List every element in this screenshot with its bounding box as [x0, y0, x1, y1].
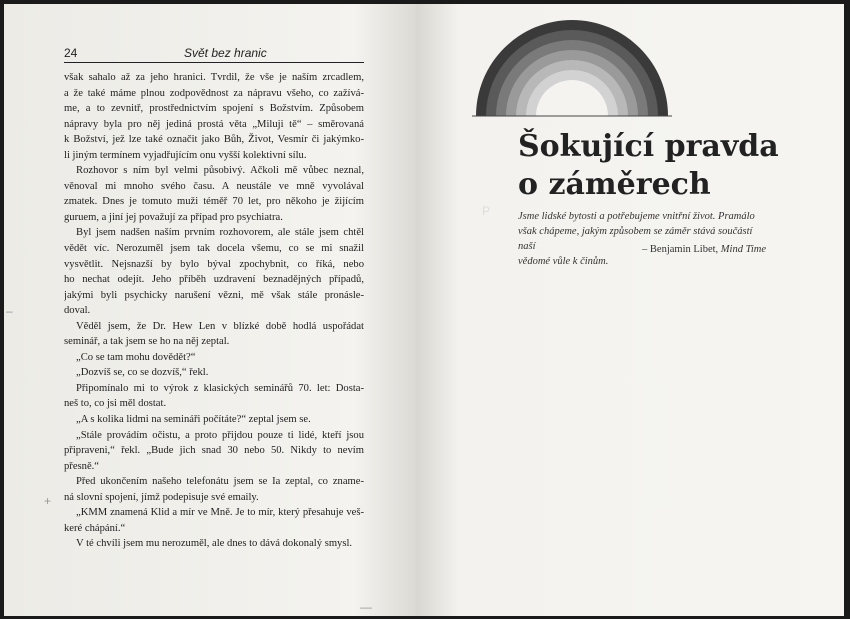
text-line: věnoval mi mnoho svého času. A neustále ve mně vyvolával: [64, 180, 364, 192]
left-page: [4, 4, 416, 616]
text-line: „Co se tam mohu dovědět?“: [76, 351, 196, 363]
text-line: „A s kolika lidmi na semináři počítáte?“ zeptal jsem se.: [76, 414, 311, 426]
margin-mark: –: [6, 304, 13, 318]
epigraph-line: Jsme lidské bytosti a potřebujeme vnitřní život. Pramálo: [518, 211, 755, 222]
text-line: Připomínalo mi to výrok z klasických seminářů 70. let: Dosta-: [76, 382, 364, 394]
text-line: li jiným termínem vyjadřujícím onu vyšší kolektivní sílu.: [64, 149, 307, 161]
attribution-author: – Benjamin Libet,: [642, 244, 719, 255]
epigraph: [518, 209, 766, 269]
book-spread: [4, 4, 844, 616]
margin-mark: P: [482, 204, 491, 218]
body-text: [64, 70, 364, 552]
text-line: me, a to zevnitř, prostřednictvím spojení s Božstvím. Způsobem: [64, 103, 364, 115]
margin-mark: —: [360, 600, 372, 614]
text-line: připraveni,“ řekl. „Bude jich snad 30 nebo 50. Nikdy to nevím: [64, 445, 364, 457]
paragraph: [64, 365, 364, 381]
page-number: 24: [64, 46, 78, 60]
epigraph-line: však chápeme, jakým způsobem se záměr stává součástí naší: [518, 226, 753, 252]
text-line: k Božství, jež lze také označit jako Bůh, Život, Vesmír či jakýmko-: [64, 134, 364, 146]
text-line: keré chápání.“: [64, 522, 126, 534]
text-line: však sahalo až za jeho hranici. Tvrdil, že vše je naším zrcadlem,: [64, 72, 364, 83]
paragraph: [64, 428, 364, 475]
text-line: zmatek. Dnes je tomuto muži téměř 70 let, pro někoho je žijícím: [64, 196, 364, 208]
text-line: V té chvíli jsem mu nerozuměl, ale dnes to dává dokonalý smysl.: [76, 538, 353, 550]
text-line: Před ukončením našeho telefonátu jsem se Ia zeptal, co zname-: [76, 476, 364, 488]
chapter-title-line: o záměrech: [518, 167, 711, 202]
text-line: jakými byli psychicky narušení vězni, mě však stále pronásle-: [64, 289, 364, 301]
paragraph: [64, 163, 364, 225]
text-line: guruem, a jiní jej považují za případ pro psychiatra.: [64, 211, 283, 223]
page-header: [64, 46, 364, 63]
text-line: Věděl jsem, že Dr. Hew Len v blízké době hodlá uspořádat: [76, 320, 364, 332]
text-line: doval.: [64, 305, 91, 317]
paragraph: [64, 536, 364, 552]
text-line: Byl jsem nadšen naším prvním rozhovorem, ale stále jsem chtěl: [76, 227, 364, 239]
attribution-source: Mind Time: [720, 244, 766, 255]
text-line: a že také máme plnou zodpovědnost za nápravu všeho, co zažívá-: [64, 87, 364, 99]
epigraph-attribution: [518, 244, 766, 255]
text-line: „Stále provádím očistu, a proto přijdou pouze ti lidé, kteří jsou: [76, 429, 364, 441]
paragraph: [64, 412, 364, 428]
paragraph: [64, 474, 364, 505]
text-line: seminář, a tak jsem se ho na něj zeptal.: [64, 336, 230, 348]
margin-mark: +: [44, 494, 52, 508]
paragraph: [64, 505, 364, 536]
epigraph-line: vědomé vůle k činům.: [518, 256, 609, 267]
running-title: Svět bez hranic: [184, 46, 267, 60]
paragraph: [64, 70, 364, 163]
rainbow-arc-illustration: [472, 20, 672, 120]
paragraph: [64, 225, 364, 318]
paragraph: [64, 319, 364, 350]
paragraph: [64, 381, 364, 412]
text-line: „KMM znamená Klid a mír ve Mně. Je to mír, který přesahuje veš-: [76, 507, 364, 519]
text-line: „Dozvíš se, co se dozvíš,“ řekl.: [76, 367, 209, 379]
chapter-title: [518, 128, 818, 204]
chapter-title-line: Šokující pravda: [518, 129, 779, 164]
paragraph: [64, 350, 364, 366]
text-line: nápravy byla pro něj jediná prostá věta „Miluji tě“ – směrovaná: [64, 118, 364, 130]
text-line: neš to, co jsi měl dostat.: [64, 398, 167, 410]
text-line: přesně.“: [64, 460, 99, 472]
text-line: ho nechat odejít. Jeho příběh uzdravení beznadějných případů,: [64, 274, 364, 286]
text-line: ná slovní spojení, jímž podepisuje své emaily.: [64, 491, 259, 503]
text-line: vědět víc. Nerozuměl jsem tak docela všemu, co se mi snažil: [64, 243, 364, 255]
right-page: [416, 4, 844, 616]
text-line: vysvětlit. Nejsnazší by bylo býval zpochybnit, co říká, nebo: [64, 258, 364, 270]
text-line: Rozhovor s ním byl velmi působivý. Ačkoli mě vůbec neznal,: [76, 165, 364, 177]
